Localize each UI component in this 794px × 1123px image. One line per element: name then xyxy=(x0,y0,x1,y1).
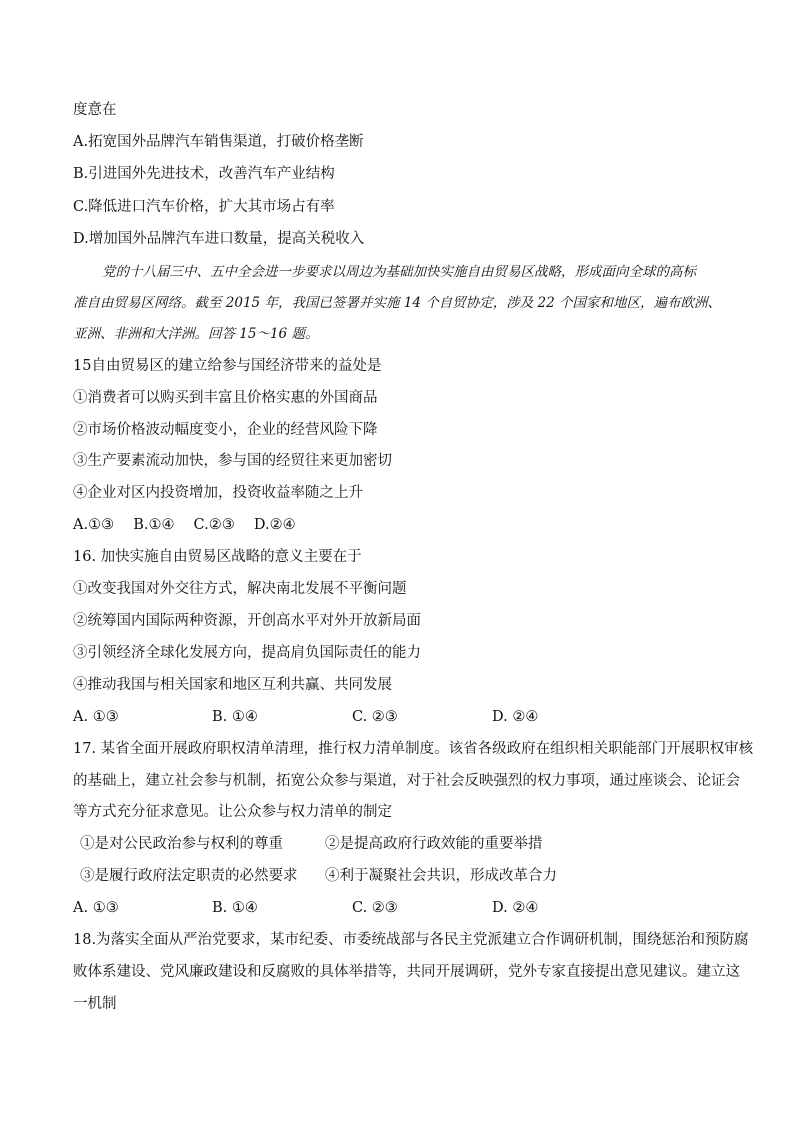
q15-item-1: ①消费者可以购买到丰富且价格实惠的外国商品 xyxy=(73,390,378,406)
q16-item-2: ②统筹国内国际两种资源，开创高水平对外开放新局面 xyxy=(73,613,421,629)
q14-option-a: A.拓宽国外品牌汽车销售渠道，打破价格垄断 xyxy=(73,134,364,150)
q16-stem: 16. 加快实施自由贸易区战略的意义主要在于 xyxy=(73,549,362,565)
material-line-1: 党的十八届三中、五中全会进一步要求以周边为基础加快实施自由贸易区战略，形成面向全球的高标 xyxy=(102,264,696,280)
q17-item-4: ④利于凝聚社会共识，形成改革合力 xyxy=(325,868,557,884)
q18-stem-line-2: 败体系建设、党风廉政建设和反腐败的具体举措等，共同开展调研，党外专家直接提出意见建议。建立这 xyxy=(73,964,740,980)
q16-item-1: ①改变我国对外交往方式，解决南北发展不平衡问题 xyxy=(73,581,407,597)
q17-stem-line-2: 的基础上，建立社会参与机制，拓宽公众参与渠道，对于社会反映强烈的权力事项，通过座谈会、论证会 xyxy=(73,773,740,789)
q15-options: A.①③ B.①④ C.②③ D.②④ xyxy=(73,517,296,533)
q16-item-4: ④推动我国与相关国家和地区互利共赢、共同发展 xyxy=(73,677,392,693)
q14-option-c: C.降低进口汽车价格，扩大其市场占有率 xyxy=(73,199,335,215)
q15-item-4: ④企业对区内投资增加，投资收益率随之上升 xyxy=(73,485,363,501)
q14-option-b: B.引进国外先进技术，改善汽车产业结构 xyxy=(73,166,335,182)
q17-stem-line-1: 17. 某省全面开展政府职权清单清理，推行权力清单制度。该省各级政府在组织相关职能部门开展职权审核 xyxy=(73,741,754,757)
q14-option-d: D.增加国外品牌汽车进口数量，提高关税收入 xyxy=(73,231,365,247)
material-line-3: 亚洲、非洲和大洋洲。回答 15～16 题。 xyxy=(73,326,319,342)
q17-option-d: D. ②④ xyxy=(492,900,539,916)
q17-item-2: ②是提高政府行政效能的重要举措 xyxy=(325,836,543,852)
q17-option-c: C. ②③ xyxy=(352,900,398,916)
q15-stem: 15自由贸易区的建立给参与国经济带来的益处是 xyxy=(73,358,382,374)
q18-stem-line-3: 一机制 xyxy=(73,996,117,1012)
q15-item-2: ②市场价格波动幅度变小，企业的经营风险下降 xyxy=(73,422,378,438)
q17-stem-line-3: 等方式充分征求意见。让公众参与权力清单的制定 xyxy=(73,804,392,820)
q15-item-3: ③生产要素流动加快，参与国的经贸往来更加密切 xyxy=(73,453,392,469)
q18-stem-line-1: 18.为落实全面从严治党要求，某市纪委、市委统战部与各民主党派建立合作调研机制，围绕惩治和预防腐 xyxy=(73,932,749,948)
q16-option-d: D. ②④ xyxy=(492,709,539,725)
q16-item-3: ③引领经济全球化发展方向，提高肩负国际责任的能力 xyxy=(73,645,421,661)
q17-item-3: ③是履行政府法定职责的必然要求 xyxy=(80,868,298,884)
q14-stem-tail: 度意在 xyxy=(73,102,117,118)
q16-option-b: B. ①④ xyxy=(212,709,258,725)
q17-item-1: ①是对公民政治参与权利的尊重 xyxy=(80,836,283,852)
q16-option-c: C. ②③ xyxy=(352,709,398,725)
material-line-2: 准自由贸易区网络。截至 2015 年，我国已签署并实施 14 个自贸协定，涉及 22 个国家和地区，遍布欧洲、 xyxy=(73,295,721,311)
q16-option-a: A. ①③ xyxy=(73,709,119,725)
q17-option-b: B. ①④ xyxy=(212,900,258,916)
q17-option-a: A. ①③ xyxy=(73,900,119,916)
